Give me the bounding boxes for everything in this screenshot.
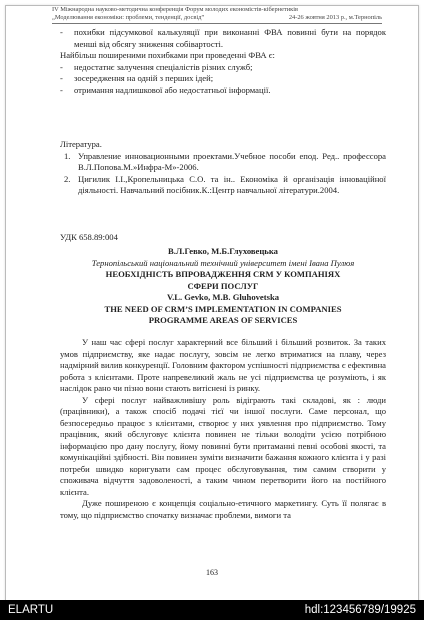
list-item: - недостатнє залучення спеціалістів різних служб;: [60, 61, 253, 72]
header-line-2-left: „Моделювання економіки: проблеми, тенденції, досвід”: [52, 14, 205, 21]
bullet-dash: -: [60, 27, 63, 37]
viewer-footer-bar: [0, 600, 424, 620]
article-udc: УДК 658.89:004: [60, 232, 118, 242]
authors-ua: В.Л.Гевко, М.Б.Глуховецька: [168, 246, 278, 256]
repository-label: ELARTU: [8, 604, 54, 616]
affiliation: Тернопільський національний технічний університет імені Івана Пулюя: [91, 257, 355, 268]
references-title: Література.: [60, 139, 102, 149]
references: [60, 139, 386, 197]
paragraph: У наш час сфері послуг характерний все більший і більший розвиток. За таких умов підприємству, яке надає послугу, зовсім не легко втриматися на плаву, через надмірний вилив конкуренції. Головним фактором успішності підприємства є ефективна робота з клієнтами. Проте напревеликий жаль не усі підприємства це розуміють, і як наслідок рано чи пізно вони стають витіснені із ринку.: [60, 337, 386, 393]
header-line-2-right: 24-26 жовтня 2013 р., м.Тернопіль: [288, 14, 382, 21]
paragraph: У сфері послуг найважливішу роль відіграють такі складові, як : люди (працівники), а також спосіб подачі тієї чи іншої послуги. Саме персонал, що безпосередньо працює з клієнтами, створює у них уявлення про підприємство. Тому працівник, який обслуговує клієнта повинен не тільки володіти усією потрібною інформацією про дану послугу, йому повинні бути притаманні певні особові якості, та комунікаційні здібності. Він повинен зуміти визначити бажання кожного клієнта і у разі потреби швидко коригувати сам процес обслуговування, тим самим створити у споживача відчуття задоволеності, а таким чином перетворити його на постійного клієнта.: [60, 394, 386, 497]
article-body: [60, 337, 386, 521]
list-item: - отримання надлишкової або недостатньої інформації.: [60, 84, 271, 95]
authors-en: V.L. Gevko, M.B. Gluhovetska: [166, 292, 280, 302]
handle-id: hdl:123456789/19925: [304, 604, 416, 616]
header-line-1: IV Міжнародна науково-методична конференція Форум молодих економістів-кібернетиків: [52, 6, 299, 13]
title-en-line-2: PROGRAMME AREAS OF SERVICES: [148, 315, 298, 325]
title-ua-line-2: СФЕРИ ПОСЛУГ: [187, 280, 259, 291]
list-item: - похибки підсумкової калькуляції при виконанні ФВА повинні бути на порядок менші від обсягу зниження собівартості.: [60, 27, 386, 49]
reference-item: 1. Управление инновационными проектами.Учебное пособи епод. Ред.. профессора В.Л.Попова.М.»Инфра-М»-2006.: [64, 150, 386, 172]
title-en-line-1: THE NEED OF CRM’S IMPLEMENTATION IN COMPANIES: [104, 303, 342, 314]
article-heading: [60, 246, 386, 327]
list-item: - зосередження на одній з перших ідей;: [60, 73, 214, 83]
list-intro: Найбільш поширеними похибками при проведенні ФВА є:: [60, 50, 275, 60]
paragraph: Дуже поширеною є концепція соціально-етичного маркетингу. Суть її полягає в тому, що підприємство спочатку визначає проблеми, вимоги та: [60, 498, 386, 520]
reference-item: 2. Цигилик І.І.,Кропельницька С.О. та ін.. Економіка й організація інноваційної діяльності. Навчальний посібник.К.:Центр навчальної літератури.2004.: [64, 173, 386, 195]
page-number: 163: [206, 568, 218, 577]
title-ua-line-1: НЕОБХІДНІСТЬ ВПРОВАДЖЕННЯ CRM У КОМПАНІЯХ: [105, 269, 341, 279]
previous-article-tail: [60, 27, 386, 96]
running-header: [52, 6, 382, 24]
